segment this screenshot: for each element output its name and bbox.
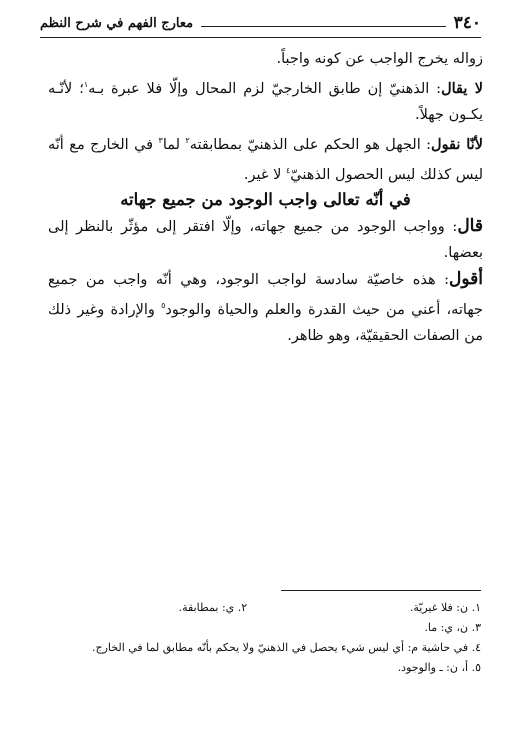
footnote-5: ٥. أ، ن: ـ والوجود. (397, 661, 481, 674)
header-rule (201, 26, 446, 27)
footnote-4: ٤. في حاشية م: أي ليس شيء يحصل في الذهنيّ ولا يحكم بأنّه مطابق لما في الخارج. (91, 641, 481, 654)
footnote-2: ٢. ي: بمطابقة. (178, 601, 248, 614)
paragraph-5: أقول: هذه خاصيّة سادسة لواجب الوجود، وهي أنّه واجب من جميع جهاته، أعني من حيث القدرة والعلم والحياة والوجود$^٥$ والإرادة وغير ذلك من الصفات الحقيقيّة، وهو ظاهر. (48, 269, 483, 345)
main-text (48, 46, 483, 349)
footnote-3: ٣. ن، ي: ما. (424, 621, 481, 634)
footnote-1: ١. ن: فلا غيريّة. (409, 601, 481, 614)
paragraph-3: لأنّا نقول: الجهل هو الحكم على الذهنيّ بمطابقته$^٢$ لما$^٣$ في الخارج مع أنّه ليس كذلك ليس الحصول الذهنيّ$^٤$ لا غير. (48, 135, 483, 183)
paragraph-1: زواله يخرج الواجب عن كونه واجباً. (276, 51, 483, 67)
header-underline (40, 37, 481, 38)
page-header (40, 8, 481, 38)
paragraph-2: لا يقال: الذهنيّ إن طابق الخارجيّ لزم المحال وإلّا فلا عبرة بـه$^١$؛ لأنّـه يكـون جهلاً. (48, 79, 483, 123)
footnote-ref: ٤ (285, 165, 291, 175)
footnote-row (48, 598, 481, 618)
paragraph-lead: لأنّا نقول (431, 135, 483, 153)
footnote-ref: ٢ (185, 135, 190, 145)
paragraph-lead: قال (457, 216, 483, 237)
footnote-ref: ٥ (161, 301, 166, 311)
footnotes (48, 598, 481, 678)
section-heading: في أنّه تعالى واجب الوجود من جميع جهاته (120, 190, 411, 210)
paragraph-lead: أقول (449, 269, 483, 290)
paragraph-4: قال: وواجب الوجود من جميع جهاته، وإلّا افتقر إلى مؤثّر بالنظر إلى بعضها. (48, 216, 483, 262)
page-number: ٣٤٠ (453, 13, 481, 33)
paragraph-lead: لا يقال (441, 79, 483, 97)
footnote-ref: ١ (83, 80, 89, 89)
running-title: معارج الفهم في شرح النظم (40, 15, 194, 31)
footnote-separator (281, 590, 481, 591)
footnote-ref: ٣ (158, 135, 163, 145)
